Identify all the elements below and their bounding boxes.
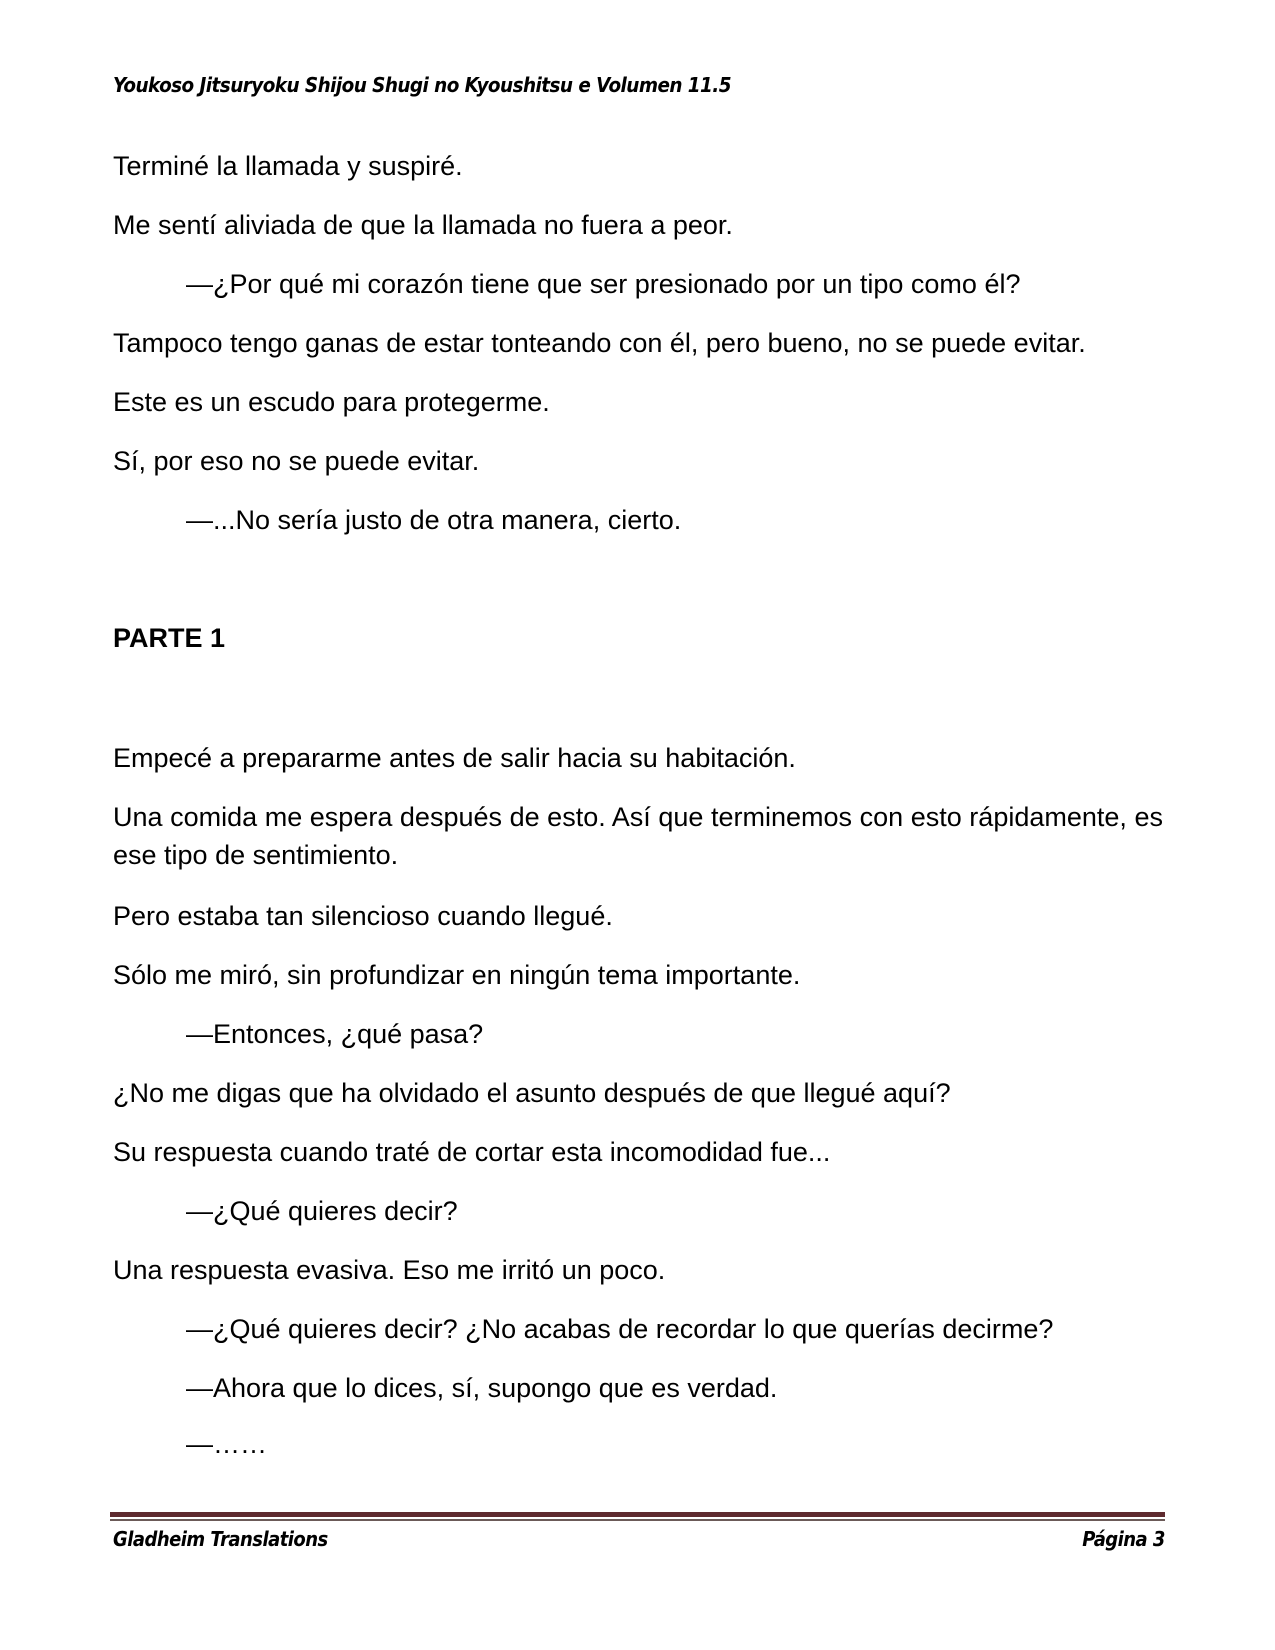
paragraph: Sólo me miró, sin profundizar en ningún tema importante. [113, 960, 801, 990]
footer-rule-thin [110, 1519, 1165, 1521]
paragraph: Tampoco tengo ganas de estar tonteando con él, pero bueno, no se puede evitar. [113, 328, 1086, 358]
section-heading: PARTE 1 [113, 623, 226, 653]
paragraph: Una respuesta evasiva. Eso me irritó un poco. [113, 1255, 666, 1285]
dialogue-line: —Entonces, ¿qué pasa? [186, 1019, 484, 1049]
paragraph: Pero estaba tan silencioso cuando llegué. [113, 901, 613, 931]
page-number: Página 3 [1082, 1527, 1165, 1551]
dialogue-line: —…… [186, 1429, 267, 1459]
running-header: Youkoso Jitsuryoku Shijou Shugi no Kyoushitsu e Volumen 11.5 [113, 73, 731, 97]
paragraph: Su respuesta cuando traté de cortar esta incomodidad fue... [113, 1137, 831, 1167]
paragraph: Sí, por eso no se puede evitar. [113, 446, 480, 476]
paragraph: ¿No me digas que ha olvidado el asunto después de que llegué aquí? [113, 1078, 951, 1108]
paragraph: Me sentí aliviada de que la llamada no fuera a peor. [113, 210, 733, 240]
dialogue-line: —¿Por qué mi corazón tiene que ser presionado por un tipo como él? [186, 269, 1021, 299]
paragraph: Terminé la llamada y suspiré. [113, 151, 463, 181]
dialogue-line: —...No sería justo de otra manera, cierto. [186, 505, 682, 535]
dialogue-line: —Ahora que lo dices, sí, supongo que es verdad. [186, 1373, 778, 1403]
footer-rule [110, 1512, 1165, 1517]
dialogue-line: —¿Qué quieres decir? ¿No acabas de recordar lo que querías decirme? [186, 1314, 1054, 1344]
footer-credit: Gladheim Translations [113, 1527, 328, 1551]
paragraph: Empecé a prepararme antes de salir hacia su habitación. [113, 743, 796, 773]
paragraph: Una comida me espera después de esto. Así que terminemos con esto rápidamente, es ese tipo de sentimiento. [113, 802, 1163, 870]
paragraph: Este es un escudo para protegerme. [113, 387, 550, 417]
dialogue-line: —¿Qué quieres decir? [186, 1196, 458, 1226]
